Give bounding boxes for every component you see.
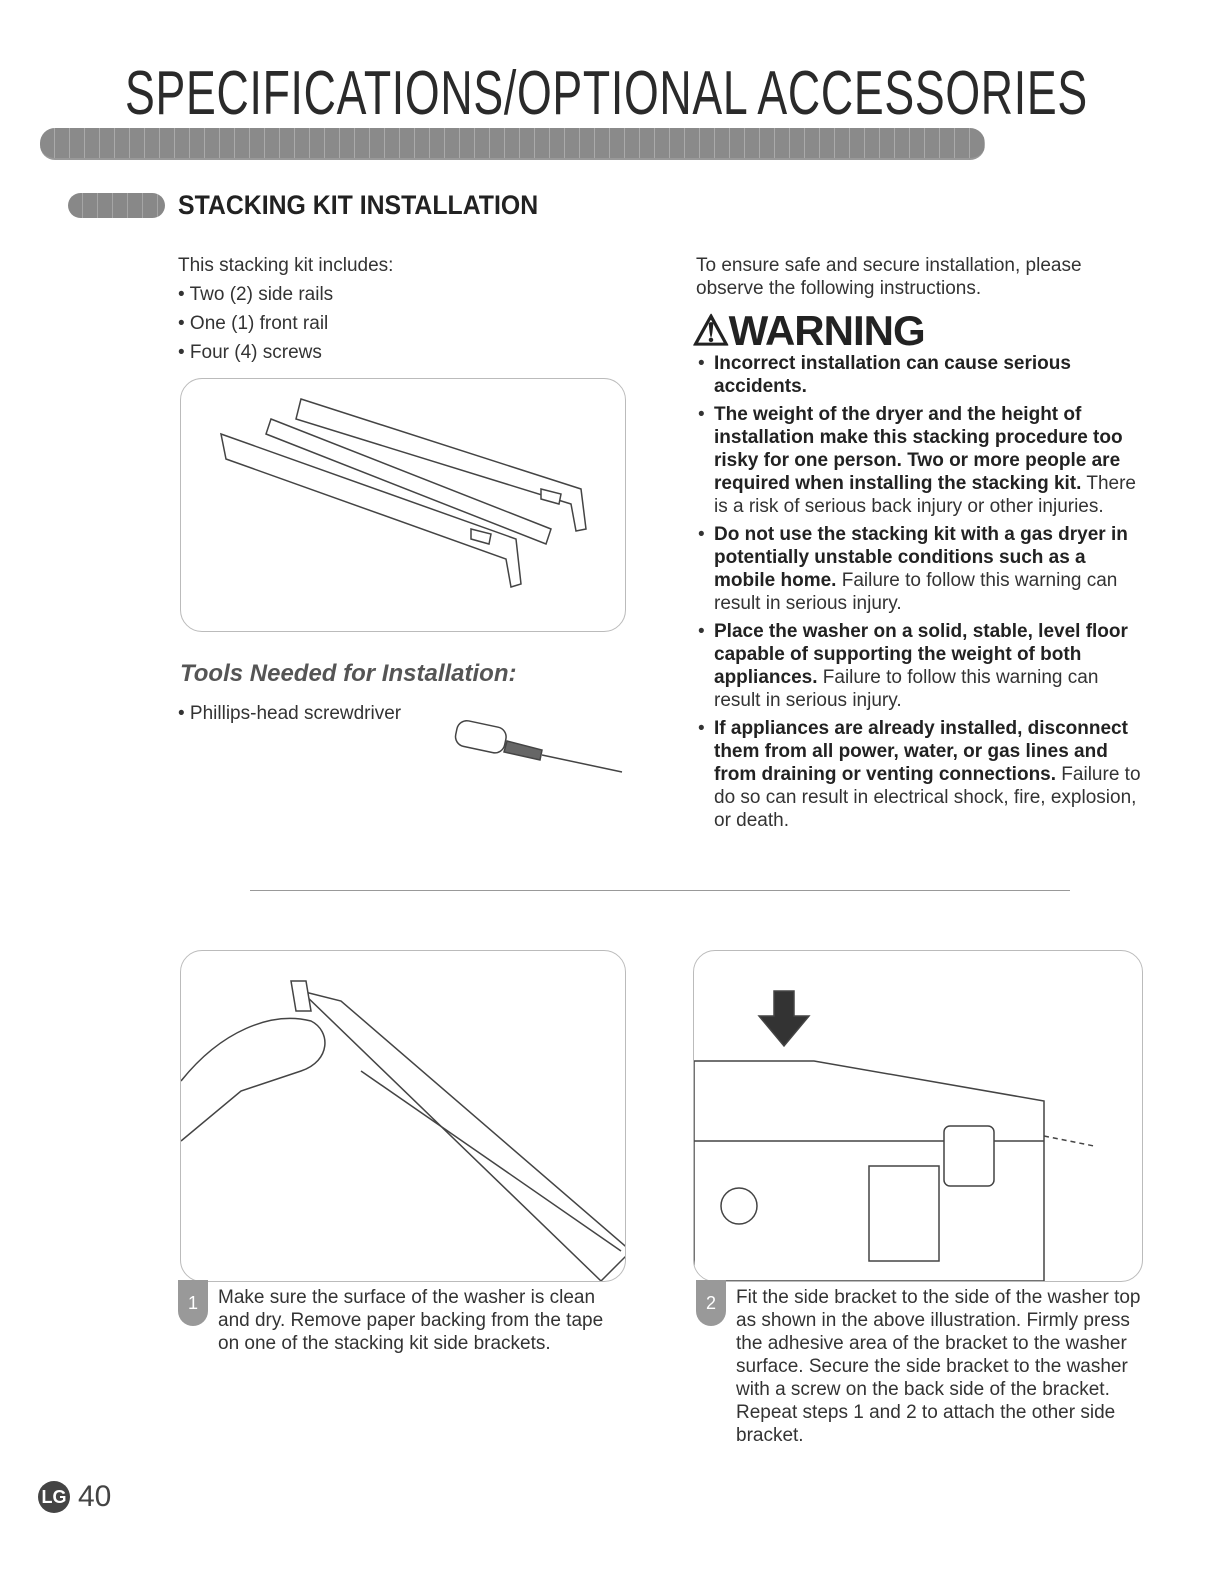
warning-heading <box>692 306 925 355</box>
section-pill-decoration <box>68 193 165 218</box>
lg-logo: LG <box>38 1481 70 1513</box>
tool-item: • Phillips-head screwdriver <box>178 703 402 724</box>
kit-item: • One (1) front rail <box>178 313 329 334</box>
warning-item: • The weight of the dryer and the height of installation make this stacking procedure too risky for one person. Two or more people are required when installing the stacking kit. There is a risk of serious back injury or other injuries. <box>696 403 1146 518</box>
warning-item: • Incorrect installation can cause serious accidents. <box>696 352 1146 398</box>
screwdriver-icon <box>452 716 627 778</box>
step-text: Make sure the surface of the washer is clean and dry. Remove paper backing from the tape on one of the stacking kit side brackets. <box>218 1287 604 1354</box>
page-number: 40 <box>78 1480 112 1513</box>
washer-bracket-drawing <box>694 951 1142 1281</box>
warning-triangle-icon: ⚠ <box>692 307 729 354</box>
warning-item: • Place the washer on a solid, stable, level floor capable of supporting the weight of both appliances. Failure to follow this warning can result in serious injury. <box>696 620 1146 712</box>
step2-illustration <box>693 950 1143 1282</box>
divider <box>250 890 1070 891</box>
warning-label: WARNING <box>728 307 925 354</box>
step1-illustration <box>180 950 626 1282</box>
safety-intro: To ensure safe and secure installation, please observe the following instructions. <box>696 255 1082 299</box>
kit-intro: This stacking kit includes: <box>178 255 394 276</box>
kit-illustration <box>180 378 626 632</box>
step-number-badge: 1 <box>178 1280 208 1326</box>
section-heading: STACKING KIT INSTALLATION <box>178 190 539 220</box>
rails-drawing <box>181 379 625 631</box>
bracket-hand-drawing <box>181 951 625 1281</box>
kit-contents <box>178 254 393 370</box>
warning-item: • Do not use the stacking kit with a gas dryer in potentially unstable conditions such as a mobile home. Failure to follow this warning can result in serious injury. <box>696 523 1146 615</box>
tools-heading: Tools Needed for Installation: <box>180 660 517 687</box>
step-number-badge: 2 <box>696 1280 726 1326</box>
title-bar-decoration <box>40 128 985 160</box>
kit-item: • Two (2) side rails <box>178 284 334 305</box>
warning-list <box>696 352 1146 837</box>
step-text: Fit the side bracket to the side of the washer top as shown in the above illustration. Firmly press the adhesive area of the bracket to the washer surface. Secure the side bracket to the washer with a screw on the back side of the bracket. Repeat steps 1 and 2 to attach the other side bracket. <box>736 1287 1141 1446</box>
warning-item: • If appliances are already installed, disconnect them from all power, water, or gas lines and from draining or venting connections. Failure to do so can result in electrical shock, fire, explosion, or death. <box>696 717 1146 832</box>
kit-item: • Four (4) screws <box>178 342 322 363</box>
page-title: SPECIFICATIONS/OPTIONAL ACCESSORIES <box>125 59 1088 128</box>
